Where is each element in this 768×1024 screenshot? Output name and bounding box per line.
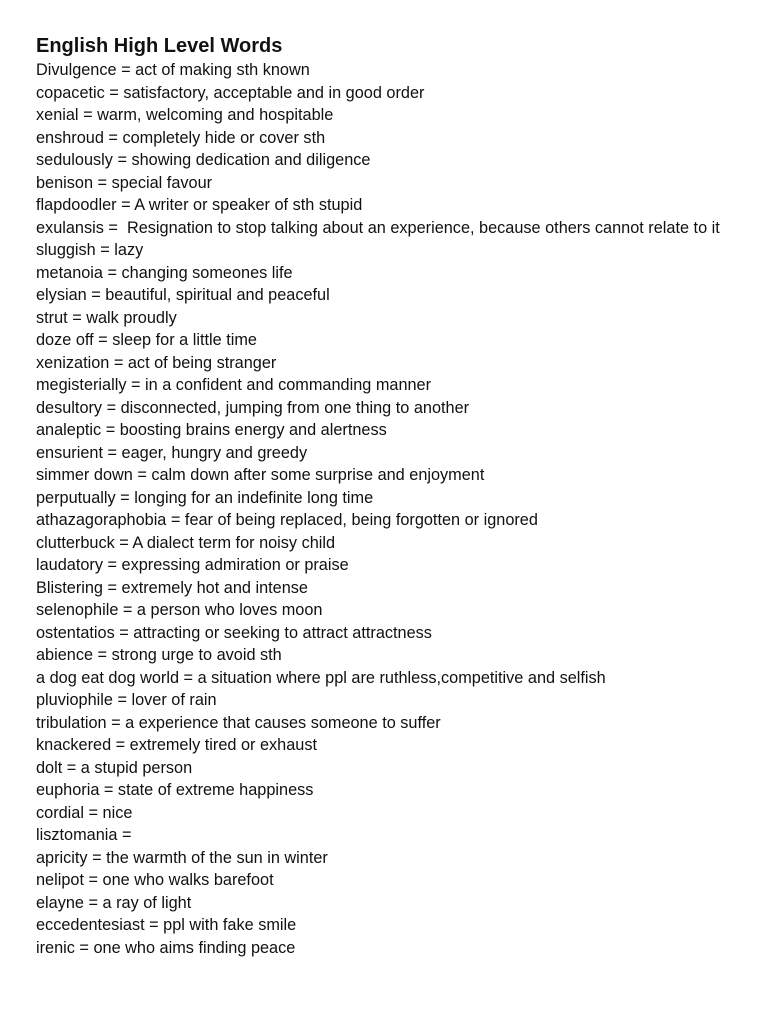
word-entry: enshroud = completely hide or cover sth [36,128,326,147]
word-entry: pluviophile = lover of rain [36,691,217,709]
word-entry: desultory = disconnected, jumping from one thing to another [36,398,470,417]
word-entry: Blistering = extremely hot and intense [36,578,308,597]
document-page [36,33,736,959]
word-entry: metanoia = changing someones life [36,263,293,282]
word-entry: simmer down = calm down after some surprise and enjoyment [36,466,485,484]
word-entry: irenic = one who aims finding peace [36,938,296,957]
word-entry: exulansis = Resignation to stop talking about an experience, because others cannot relate to it [36,218,720,237]
word-entry: perputually = longing for an indefinite long time [36,488,374,507]
word-entry: doze off = sleep for a little time [36,331,257,349]
word-entry: clutterbuck = A dialect term for noisy child [36,533,336,552]
word-entry: knackered = extremely tired or exhaust [36,736,317,754]
word-entry: apricity = the warmth of the sun in winter [36,848,328,867]
word-entry: elayne = a ray of light [36,893,192,912]
word-entry: xenial = warm, welcoming and hospitable [36,106,334,124]
word-entry: lisztomania = [36,826,136,844]
word-entry: ensurient = eager, hungry and greedy [36,443,308,462]
word-entry: cordial = nice [36,803,133,822]
word-entry: benison = special favour [36,173,213,192]
word-entry: a dog eat dog world = a situation where ppl are ruthless,competitive and selfish [36,668,606,687]
word-entry: selenophile = a person who loves moon [36,601,323,619]
word-entry: eccedentesiast = ppl with fake smile [36,916,297,934]
word-entry: analeptic = boosting brains energy and alertness [36,421,387,439]
word-entry: ostentatios = attracting or seeking to attract attractness [36,623,432,642]
word-entry: abience = strong urge to avoid sth [36,646,282,664]
word-entry: elysian = beautiful, spiritual and peaceful [36,286,330,304]
word-entry: euphoria = state of extreme happiness [36,781,314,799]
word-entry: flapdoodler = A writer or speaker of sth stupid [36,196,363,214]
word-entry: dolt = a stupid person [36,758,193,777]
word-entry: strut = walk proudly [36,308,177,327]
word-entry: Divulgence = act of making sth known [36,61,310,79]
word-entry: nelipot = one who walks barefoot [36,871,274,889]
document-title: English High Level Words [36,35,283,57]
word-entry: laudatory = expressing admiration or praise [36,556,349,574]
word-entry: tribulation = a experience that causes someone to suffer [36,713,441,732]
word-entry: sluggish = lazy [36,241,144,259]
word-entry: megisterially = in a confident and commanding manner [36,376,432,394]
word-entry: copacetic = satisfactory, acceptable and in good order [36,83,425,102]
word-entry: xenization = act of being stranger [36,353,277,372]
word-entry: sedulously = showing dedication and diligence [36,151,371,169]
word-entry: athazagoraphobia = fear of being replaced, being forgotten or ignored [36,511,538,529]
word-list [36,59,736,959]
